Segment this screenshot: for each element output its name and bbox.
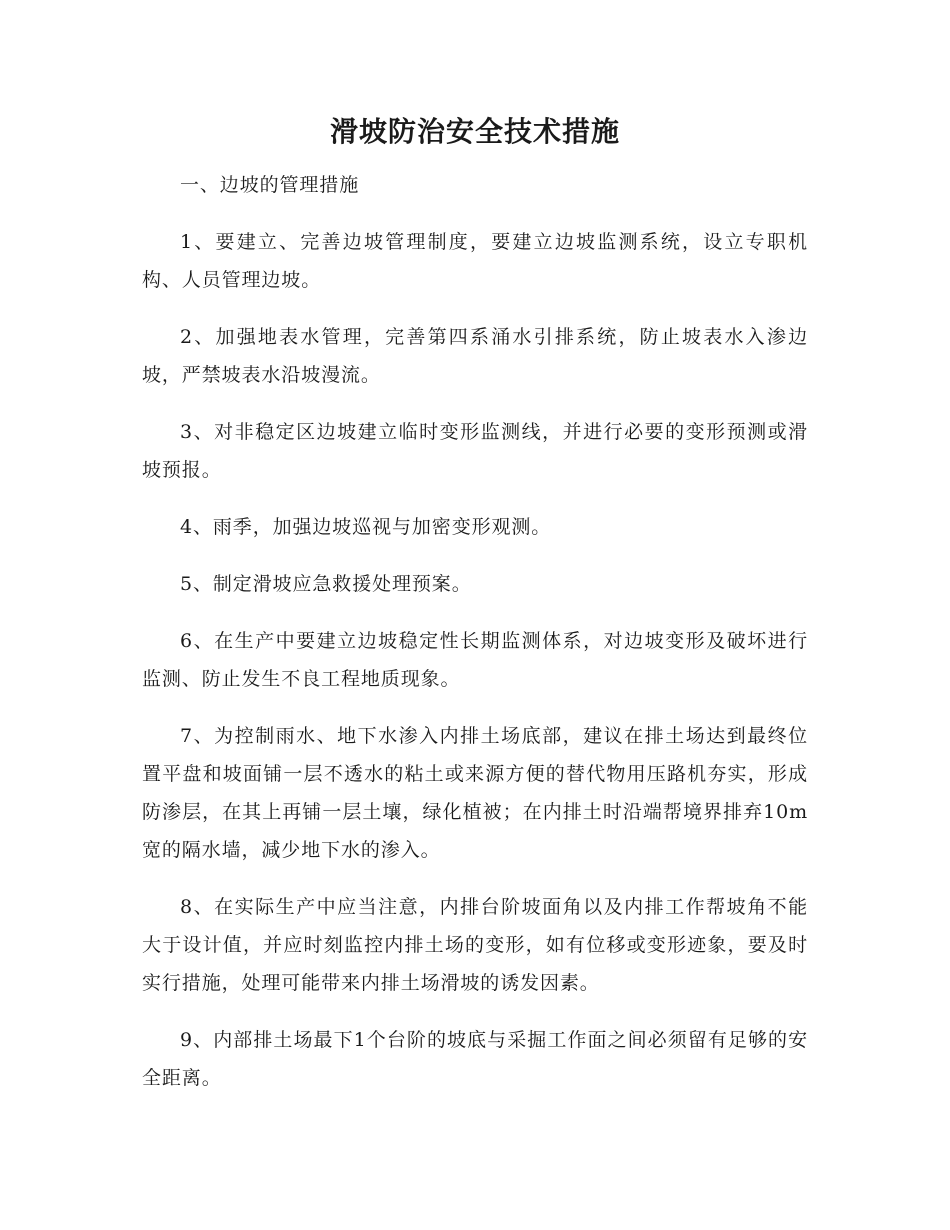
- paragraph-7: 7、为控制雨水、地下水渗入内排土场底部，建议在排土场达到最终位置平盘和坡面铺一层不透水的粘土或来源方便的替代物用压路机夯实，形成防渗层，在其上再铺一层土壤，绿化植被；在内排土时沿端帮境界排弃10m宽的隔水墙，减少地下水的渗入。: [142, 725, 808, 861]
- paragraph-6: 6、在生产中要建立边坡稳定性长期监测体系，对边坡变形及破坏进行监测、防止发生不良工程地质现象。: [142, 630, 808, 690]
- paragraph-9: 9、内部排土场最下1个台阶的坡底与采掘工作面之间必须留有足够的安全距离。: [142, 1029, 808, 1089]
- paragraph-8: 8、在实际生产中应当注意，内排台阶坡面角以及内排工作帮坡角不能大于设计值，并应时刻监控内排土场的变形，如有位移或变形迹象，要及时实行措施，处理可能带来内排土场滑坡的诱发因素。: [142, 896, 808, 994]
- document-title: 滑坡防治安全技术措施: [329, 115, 620, 148]
- paragraph-4: 4、雨季，加强边坡巡视与加密变形观测。: [180, 516, 552, 538]
- paragraph-2: 2、加强地表水管理，完善第四系涌水引排系统，防止坡表水入渗边坡，严禁坡表水沿坡漫流。: [142, 326, 808, 386]
- paragraph-5: 5、制定滑坡应急救援处理预案。: [180, 573, 472, 595]
- paragraph-1: 1、要建立、完善边坡管理制度，要建立边坡监测系统，设立专职机构、人员管理边坡。: [142, 231, 808, 291]
- document-body: [142, 166, 808, 1116]
- section-heading: 一、边坡的管理措施: [180, 174, 360, 196]
- paragraph-3: 3、对非稳定区边坡建立临时变形监测线，并进行必要的变形预测或滑坡预报。: [142, 421, 808, 481]
